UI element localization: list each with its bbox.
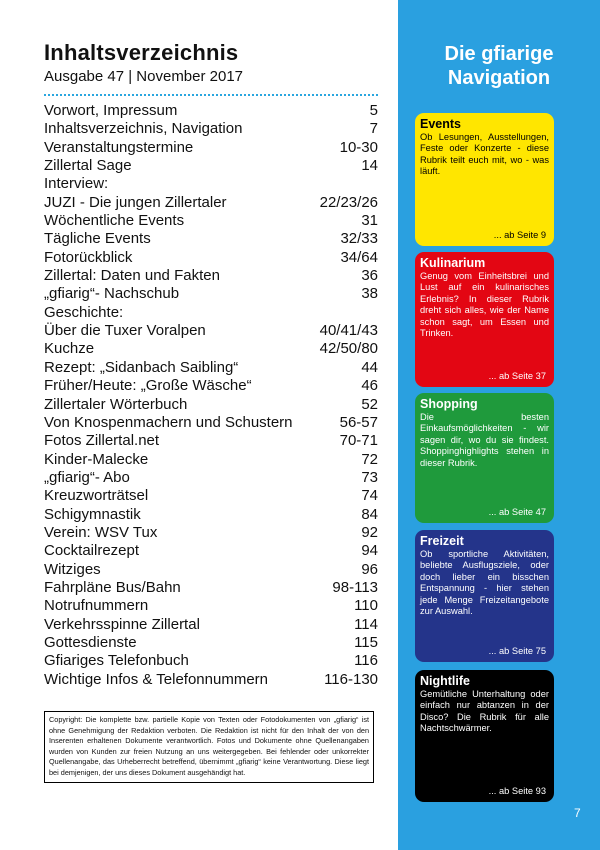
toc-entry-page: 98-113 <box>332 578 378 596</box>
toc-entry-label: Interview: <box>44 175 109 193</box>
toc-entry-page: 32/33 <box>340 230 378 248</box>
toc-entry <box>44 340 378 358</box>
toc-entry <box>44 451 378 469</box>
toc-entry-page: 116 <box>354 652 378 670</box>
toc-entry-label: Verkehrsspinne Zillertal <box>44 615 200 633</box>
toc-entry <box>44 285 378 303</box>
nav-box-text: Ob sportliche Aktivitäten, beliebte Ausflugsziele, oder doch lieber ein bisschen Entspannung - hier stehen jede Menge Freizeitangebote zur Auswahl. <box>420 549 549 617</box>
toc-entry-page: 22/23/26 <box>319 193 378 211</box>
copyright-notice: Copyright: Die komplette bzw. partielle Kopie von Texten oder Fotodokumenten von „gfiarig“ ist ohne Genehmigung der Redaktion verboten. Die Redaktion ist nicht für den Inhalt der von den Inserenten erhaltenen Dokumente verantwortlich. Fotos und Dokumente ohne Quellenangaben wurden von Kunden zur freien Nutzung an uns weitergegeben. Bei fehlender oder unkorrekter Quellenangabe, das Urheberrecht betreffend, übernimmt „gfiarig“ keine Verantwortung. Diese liegt bei demjenigen, der uns dieses Dokument ausgehändigt hat. <box>44 711 374 783</box>
nav-box-title: Nightlife <box>420 674 470 688</box>
toc-entry-label: Witziges <box>44 560 101 578</box>
toc-entry-label: Zillertal Sage <box>44 157 132 175</box>
toc-entry-page: 40/41/43 <box>319 322 378 340</box>
toc-entry <box>44 120 378 138</box>
toc-entry-page: 56-57 <box>339 413 378 431</box>
toc-entry-label: „gfiarig“- Nachschub <box>44 285 180 303</box>
nav-box-shopping <box>415 393 554 523</box>
toc-entry <box>44 139 378 157</box>
toc-entry-label: Fotos Zillertal.net <box>44 432 160 450</box>
toc-entry-label: Veranstaltungstermine <box>44 138 194 156</box>
toc-entry <box>44 671 378 689</box>
toc-entry-page: 114 <box>354 615 378 633</box>
toc-entry <box>44 102 378 120</box>
dotted-divider <box>44 94 378 96</box>
toc-entry-page: 73 <box>361 468 378 486</box>
contents-column <box>44 40 378 689</box>
nav-box-title: Kulinarium <box>420 256 486 270</box>
toc-entry-label: Fahrpläne Bus/Bahn <box>44 578 181 596</box>
nav-box-title: Freizeit <box>420 534 464 548</box>
toc-entry-label: „gfiarig“- Abo <box>44 468 130 486</box>
toc-entry <box>44 304 378 322</box>
navigation-sidebar <box>398 0 600 850</box>
toc-entry-label: JUZI - Die jungen Zillertaler <box>44 193 227 211</box>
toc-entry <box>44 597 378 615</box>
toc-entry-label: Inhaltsverzeichnis, Navigation <box>44 120 243 138</box>
nav-box-page-ref: ... ab Seite 93 <box>488 786 546 796</box>
toc-entry-label: Über die Tuxer Voralpen <box>44 322 206 340</box>
navigation-title <box>398 42 600 90</box>
toc-entry <box>44 377 378 395</box>
toc-entry-page: 92 <box>361 523 378 541</box>
toc-entry-label: Früher/Heute: „Große Wäsche“ <box>44 377 252 395</box>
toc-entry-page: 94 <box>361 542 378 560</box>
nav-box-events <box>415 113 554 246</box>
nav-box-title: Events <box>420 117 461 131</box>
toc-entry-label: Kuchze <box>44 340 95 358</box>
toc-entry-page: 42/50/80 <box>319 340 378 358</box>
toc-entry-label: Notrufnummern <box>44 597 149 615</box>
toc-entry <box>44 432 378 450</box>
toc-entry-label: Rezept: „Sidanbach Saibling“ <box>44 358 239 376</box>
toc-entry <box>44 579 378 597</box>
nav-box-text: Ob Lesungen, Ausstellungen, Feste oder Konzerte - diese Rubrik teilt euch mit, wo - was läuft. <box>420 132 549 177</box>
toc-entry-label: Vorwort, Impressum <box>44 102 178 119</box>
toc-entry-page: 31 <box>361 212 378 230</box>
toc-entry <box>44 487 378 505</box>
toc-entry-label: Zillertaler Wörterbuch <box>44 395 188 413</box>
nav-box-freizeit <box>415 530 554 662</box>
toc-entry <box>44 469 378 487</box>
toc-entry <box>44 230 378 248</box>
toc-entry-page: 46 <box>361 377 378 395</box>
toc-entry <box>44 524 378 542</box>
toc-entry-label: Gottesdienste <box>44 633 137 651</box>
toc-entry-page: 7 <box>369 120 378 138</box>
toc-entry-label: Wichtige Infos & Telefonnummern <box>44 670 268 688</box>
toc-entry-page: 70-71 <box>339 432 378 450</box>
page-number: 7 <box>574 806 581 820</box>
toc-entry-label: Zillertal: Daten und Fakten <box>44 267 220 285</box>
toc-entry-label: Tägliche Events <box>44 230 151 248</box>
toc-entry-page: 116-130 <box>324 670 378 688</box>
toc-entry <box>44 322 378 340</box>
nav-box-text: Die besten Einkaufsmöglichkeiten - wir sagen dir, wo du sie findest. Shoppinghighlights stehen in dieser Rubrik. <box>420 412 549 468</box>
toc-entry-page: 72 <box>361 450 378 468</box>
nav-box-page-ref: ... ab Seite 9 <box>493 230 546 240</box>
toc-entry-page: 14 <box>361 157 378 175</box>
toc-entry-label: Kinder-Malecke <box>44 450 149 468</box>
nav-box-page-ref: ... ab Seite 37 <box>488 371 546 381</box>
toc-entry-page: 115 <box>354 633 378 651</box>
nav-box-page-ref: ... ab Seite 75 <box>488 646 546 656</box>
toc-entry-page: 5 <box>369 102 378 119</box>
nav-box-page-ref: ... ab Seite 47 <box>488 507 546 517</box>
toc-entry-page: 110 <box>354 597 378 615</box>
toc-entry-page: 36 <box>361 267 378 285</box>
toc-entry-label: Geschichte: <box>44 303 124 321</box>
toc-entry <box>44 414 378 432</box>
toc-entry-page: 44 <box>361 358 378 376</box>
toc-entry <box>44 212 378 230</box>
toc-entry <box>44 616 378 634</box>
toc-entry-label: Fotorückblick <box>44 248 133 266</box>
toc-entry <box>44 249 378 267</box>
toc-entry <box>44 634 378 652</box>
toc-entry-label: Verein: WSV Tux <box>44 523 158 541</box>
issue-info: Ausgabe 47 | November 2017 <box>44 68 244 85</box>
nav-box-nightlife <box>415 670 554 802</box>
toc-entry <box>44 359 378 377</box>
nav-box-title: Shopping <box>420 397 478 411</box>
toc-entry-page: 84 <box>361 505 378 523</box>
toc-entry-page: 52 <box>361 395 378 413</box>
toc-entry-page: 38 <box>361 285 378 303</box>
table-of-contents <box>44 102 378 689</box>
toc-entry <box>44 542 378 560</box>
toc-entry-page: 74 <box>361 487 378 505</box>
toc-entry-page: 34/64 <box>340 248 378 266</box>
navigation-title-line2: Navigation <box>447 67 551 89</box>
nav-box-text: Genug vom Einheitsbrei und Lust auf ein kulinarisches Erlebnis? In dieser Rubrik dreht sich alles, wie der Name schon sagt, um Essen und Trinken. <box>420 271 549 339</box>
toc-entry <box>44 157 378 175</box>
page-title: Inhaltsverzeichnis <box>44 40 239 65</box>
nav-box-kulinarium <box>415 252 554 387</box>
toc-entry-page: 10-30 <box>339 138 378 156</box>
toc-entry <box>44 194 378 212</box>
toc-entry-label: Gfiariges Telefonbuch <box>44 652 189 670</box>
toc-entry <box>44 267 378 285</box>
toc-entry-label: Wöchentliche Events <box>44 212 185 230</box>
toc-entry-label: Kreuzworträtsel <box>44 487 149 505</box>
toc-entry-label: Schigymnastik <box>44 505 141 523</box>
toc-entry <box>44 396 378 414</box>
navigation-title-line1: Die gfiarige <box>444 43 554 65</box>
toc-entry <box>44 561 378 579</box>
toc-entry <box>44 175 378 193</box>
toc-entry-page: 96 <box>361 560 378 578</box>
toc-entry <box>44 652 378 670</box>
toc-entry <box>44 506 378 524</box>
toc-entry-label: Cocktailrezept <box>44 542 140 560</box>
nav-box-text: Gemütliche Unterhaltung oder einfach nur abtanzen in der Disco? Die Rubrik für alle Nachtschwärmer. <box>420 689 549 734</box>
toc-entry-label: Von Knospenmachern und Schustern <box>44 413 293 431</box>
